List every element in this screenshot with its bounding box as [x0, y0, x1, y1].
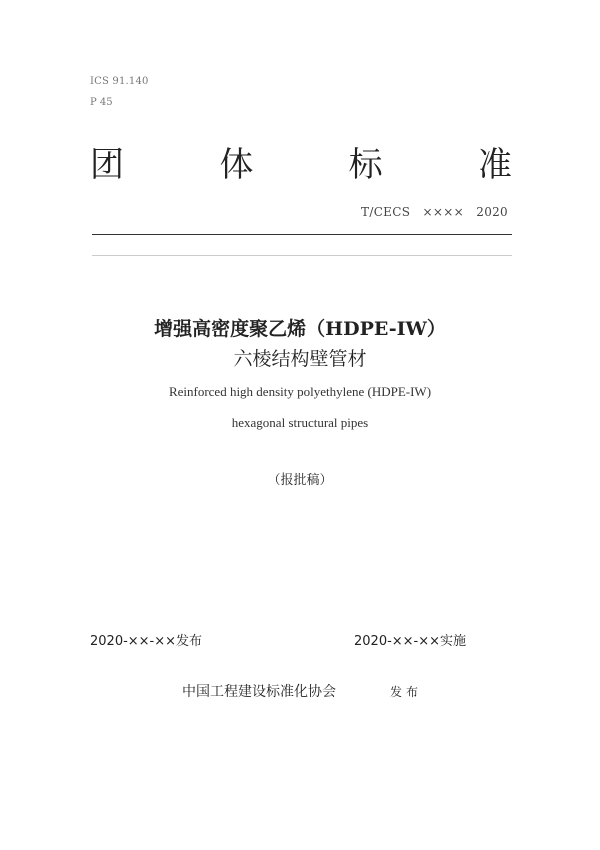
title-chinese-line-1: 增强高密度聚乙烯（HDPE-IW）	[154, 318, 446, 340]
document-type-char: 标	[348, 145, 383, 185]
title-chinese-line-2: 六棱结构壁管材	[233, 348, 367, 370]
issue-date: 2020-××-××发布	[90, 634, 203, 649]
implementation-date: 2020-××-××实施	[354, 634, 467, 649]
ics-code: ICS 91.140	[90, 76, 149, 87]
header-divider-light	[92, 255, 512, 256]
title-english-line-1: Reinforced high density polyethylene (HDPE-IW)	[168, 384, 432, 399]
draft-status: （报批稿）	[267, 473, 333, 488]
issue-label: 发布	[390, 685, 423, 699]
issuing-organization: 中国工程建设标准化协会	[182, 684, 336, 700]
header-divider	[92, 234, 512, 235]
document-type-char: 准	[477, 145, 512, 185]
ccs-code: P 45	[90, 97, 113, 108]
document-type-heading	[90, 143, 512, 187]
document-type-char: 体	[219, 145, 254, 185]
title-english-line-2: hexagonal structural pipes	[231, 415, 369, 430]
standard-number: T/CECS ×××× 2020	[361, 205, 508, 219]
document-type-char: 团	[90, 145, 124, 185]
